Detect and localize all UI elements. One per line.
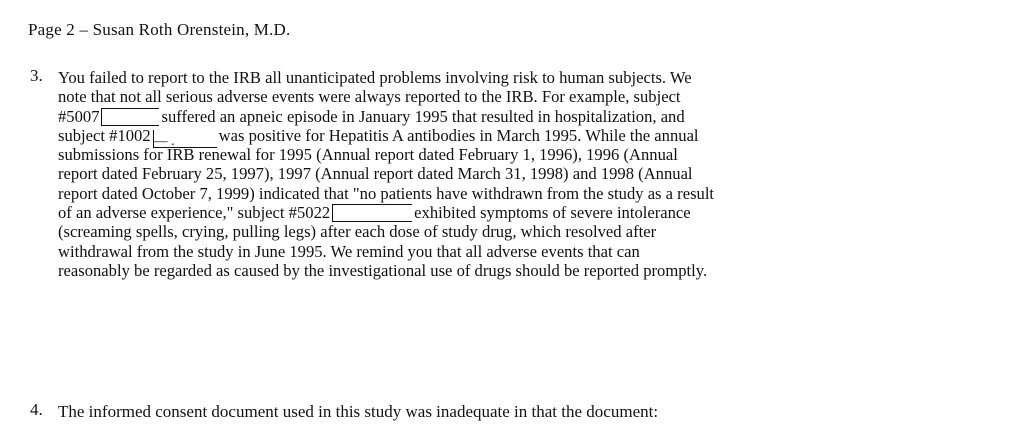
paragraph-line: submissions for IRB renewal for 1995 (Annual report dated February 1, 1996), 1996 (Annual xyxy=(58,145,678,165)
redaction-box xyxy=(332,204,412,222)
paragraph-line: report dated February 25, 1997), 1997 (Annual report dated March 31, 1998) and 1998 (Annual xyxy=(58,164,693,184)
paragraph-text: exhibited symptoms of severe intolerance xyxy=(414,203,691,223)
paragraph-line: reasonably be regarded as caused by the investigational use of drugs should be reported promptly. xyxy=(58,260,708,280)
item-3-paragraph xyxy=(58,68,1008,280)
subject-id-text: #5007 xyxy=(58,106,100,126)
paragraph-line xyxy=(58,107,1008,126)
item-3-number: 3. xyxy=(30,66,43,85)
paragraph-line: You failed to report to the IRB all unanticipated problems involving risk to human subjects. We xyxy=(58,68,692,87)
item-4-number: 4. xyxy=(30,400,43,419)
paragraph-line: report dated October 7, 1999) indicated that "no patients have withdrawn from the study as a result xyxy=(58,183,715,203)
subject-id-text: subject #1002 xyxy=(58,125,151,145)
redaction-mark: — . xyxy=(153,133,175,149)
paragraph-text: suffered an apneic episode in January 1995 that resulted in hospitalization, and xyxy=(161,106,685,126)
page-header: Page 2 – Susan Roth Orenstein, M.D. xyxy=(28,20,291,39)
paragraph-text: of an adverse experience," subject #5022 xyxy=(58,203,331,223)
paragraph-line: note that not all serious adverse events were always reported to the IRB. For example, subject xyxy=(58,87,681,107)
paragraph-line: withdrawal from the study in June 1995. We remind you that all adverse events that can xyxy=(58,241,640,261)
paragraph-line: (screaming spells, crying, pulling legs) after each dose of study drug, which resolved after xyxy=(58,222,657,242)
redaction-box xyxy=(101,108,159,126)
paragraph-line xyxy=(58,203,1008,222)
paragraph-text: was positive for Hepatitis A antibodies in March 1995. While the annual xyxy=(218,125,699,145)
item-4-text: The informed consent document used in this study was inadequate in that the document: xyxy=(58,402,659,421)
paragraph-line xyxy=(58,125,1008,149)
